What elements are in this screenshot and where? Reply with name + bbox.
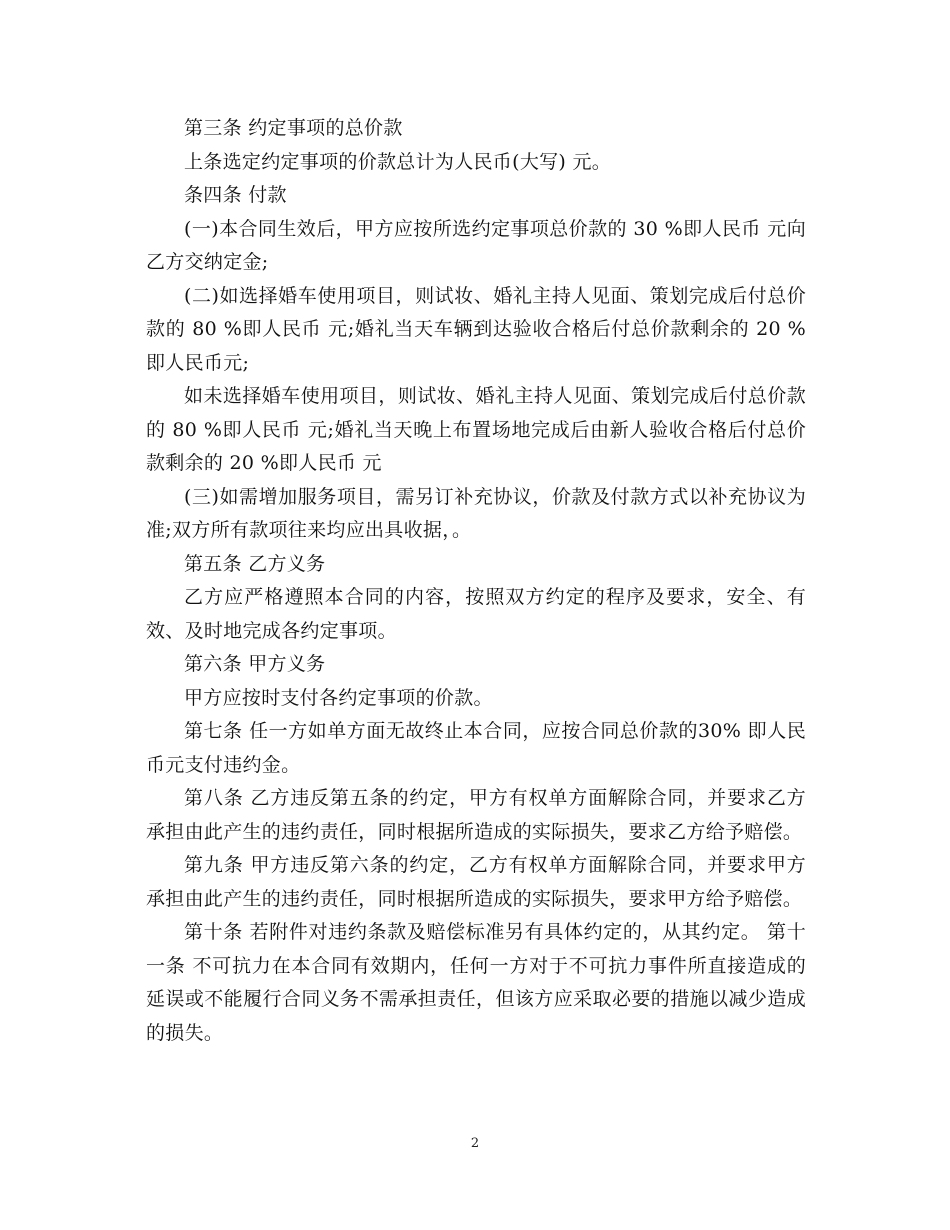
section-9-text: 第九条 甲方违反第六条的约定，乙方有权单方面解除合同，并要求甲方承担由此产生的违约责任，同时根据所造成的实际损失，要求甲方给予赔偿。 — [146, 854, 806, 910]
payment-item-3: (三)如需增加服务项目，需另订补充协议，价款及付款方式以补充协议为准;双方所有款项往来均应出具收据，。 — [146, 485, 806, 541]
payment-item-2: (二)如选择婚车使用项目，则试妆、婚礼主持人见面、策划完成后付总价款的 80 %即人民币 元;婚礼当天车辆到达验收合格后付总价款剩余的 20 %即人民币元; — [146, 284, 806, 374]
section-5-text: 乙方应严格遵照本合同的内容，按照双方约定的程序及要求，安全、有效、及时地完成各约定事项。 — [146, 586, 806, 642]
section-10-11-text: 第十条 若附件对违约条款及赔偿标准另有具体约定的，从其约定。 第十一条 不可抗力在本合同有效期内，任何一方对于不可抗力事件所直接造成的延误或不能履行合同义务不需承担责任，但该方应采取必要的措施以减少造成的损失。 — [146, 921, 806, 1044]
section-6-text: 甲方应按时支付各约定事项的价款。 — [184, 686, 493, 709]
section-3-text: 上条选定约定事项的价款总计为人民币(大写) 元。 — [184, 150, 612, 173]
section-4-heading: 条四条 付款 — [184, 184, 287, 206]
page-number: 2 — [470, 1136, 480, 1151]
section-7-text: 第七条 任一方如单方面无故终止本合同，应按合同总价款的30% 即人民币元支付违约金。 — [146, 720, 806, 776]
section-5-heading: 第五条 乙方义务 — [184, 552, 326, 575]
payment-item-2-alt: 如未选择婚车使用项目，则试妆、婚礼主持人见面、策划完成后付总价款的 80 %即人民币 元;婚礼当天晚上布置场地完成后由新人验收合格后付总价款剩余的 20 %即人民币 元 — [146, 385, 806, 474]
document-body — [146, 112, 806, 1050]
payment-item-1: (一)本合同生效后，甲方应按所选约定事项总价款的 30 %即人民币 元向乙方交纳定金; — [146, 217, 806, 273]
section-8-text: 第八条 乙方违反第五条的约定，甲方有权单方面解除合同，并要求乙方承担由此产生的违约责任，同时根据所造成的实际损失，要求乙方给予赔偿。 — [146, 787, 806, 843]
section-6-heading: 第六条 甲方义务 — [184, 653, 326, 675]
section-3-heading: 第三条 约定事项的总价款 — [184, 117, 403, 139]
